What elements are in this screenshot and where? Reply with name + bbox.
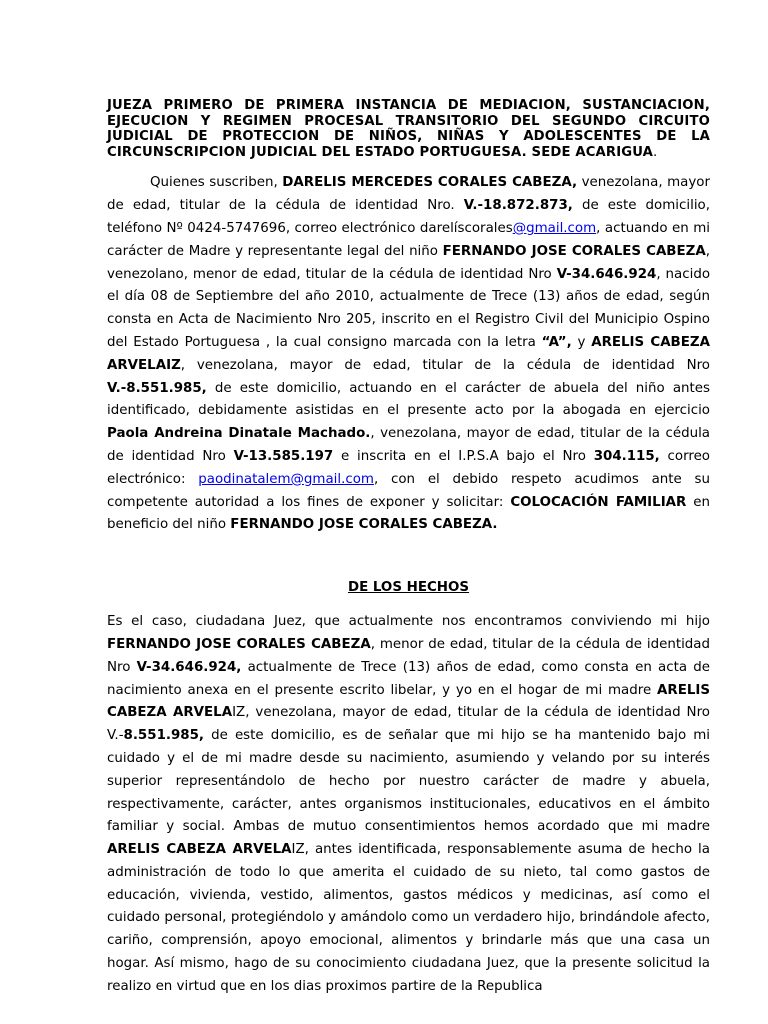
hechos-paragraph [107, 611, 710, 999]
child-name-closing: FERNANDO JOSE CORALES CABEZA. [230, 517, 498, 533]
court-header [107, 98, 710, 160]
text-run: venezolana, mayor de edad, titular de la cédula de identidad Nro. [107, 175, 710, 214]
text-run: Es el caso, ciudadana Juez, que actualmente nos encontramos conviviendo mi hijo [107, 614, 710, 630]
email-link-attorney[interactable]: paodinatalem@gmail.com [198, 471, 374, 487]
text-run: y [571, 334, 592, 350]
text-run: Quienes suscriben, [150, 175, 283, 191]
child-id: V-34.646.924, [136, 659, 242, 675]
text-run: , venezolano, menor de edad, titular de la cédula de identidad Nro [107, 243, 710, 282]
annex-letter: “A”, [541, 334, 572, 350]
child-id: V-34.646.924 [556, 266, 657, 282]
text-run: correo electrónico: [107, 448, 710, 487]
grandmother-name: ARELIS CABEZA ARVELAIZ [107, 334, 710, 373]
grandmother-id: 8.551.985, [123, 728, 205, 744]
petitioner-id: V.-18.872.873, [463, 198, 573, 214]
text-run: , nacido el día 08 de Septiembre del año 2010, actualmente de Trece (13) años de edad, según consta en Acta de Nacimiento Nro 205, inscrito en el Registro Civil del Municipio Ospino del Estado Portuguesa , la cual consigno marcada con la letra [107, 266, 711, 350]
request-type: COLOCACIÓN FAMILIAR [510, 494, 687, 510]
court-header-period: . [653, 144, 658, 160]
text-run: IZ [232, 705, 246, 721]
grandmother-name: ARELIS CABEZA ARVELA [107, 842, 292, 858]
text-run: e inscrita en el I.P.S.A bajo el Nro [333, 448, 594, 464]
text-run: , antes identificada, responsablemente asuma de hecho la administración de todo lo que amerita el cuidado de su nieto, tal como gastos de educación, vivienda, vestido, alimentos, gastos médicos y medicinas, así como el cuidado personal, protegiéndolo y amándolo como un verdadero hijo, brindándole afecto, cariño, comprensión, apoyo emocional, alimentos y brindarle más que una casa un hogar. Así mismo, hago de su conocimiento ciudadana Juez, que la presente solicitud la realizo en virtud que en los dias proximos partire de la Republica [107, 842, 710, 994]
intro-paragraph [107, 172, 710, 537]
child-name: FERNANDO JOSE CORALES CABEZA [442, 243, 706, 259]
text-run: , venezolana, mayor de edad, titular de la cédula de identidad Nro [180, 357, 710, 373]
section-title-hechos: DE LOS HECHOS [347, 580, 470, 596]
text-run: , venezolana, mayor de edad, titular de la cédula de identidad Nro [107, 426, 710, 464]
text-run: de este domicilio, actuando en el carácter de abuela del niño antes identificado, debidamente asistidas en el presente acto por la abogada en ejercicio [107, 380, 710, 419]
grandmother-name: ARELIS CABEZA ARVELA [107, 682, 710, 721]
text-run: , venezolana, mayor de edad, titular de la cédula de identidad Nro V.- [107, 705, 710, 744]
text-run: , con el debido respeto acudimos ante su competente autoridad a los fines de exponer y solicitar: [107, 471, 710, 510]
text-run: , actuando en mi carácter de Madre y representante legal del niño [107, 220, 710, 259]
petitioner-name: DARELIS MERCEDES CORALES CABEZA, [282, 175, 578, 191]
court-header-text: JUEZA PRIMERO DE PRIMERA INSTANCIA DE MEDIACION, SUSTANCIACION, EJECUCION Y REGIMEN PROCESAL TRANSITORIO DEL SEGUNDO CIRCUITO JUDICIAL DE PROTECCION DE NIÑOS, NIÑAS Y ADOLESCENTES DE LA CIRCUNSCRIPCION JUDICIAL DEL ESTADO PORTUGUESA. SEDE ACARIGUA [107, 98, 710, 160]
text-run: en beneficio del niño [107, 494, 711, 533]
child-name: FERNANDO JOSE CORALES CABEZA [107, 636, 371, 652]
text-run: de este domicilio, teléfono Nº 0424-5747696, correo electrónico darelíscorales [107, 198, 710, 236]
text-run: actualmente de Trece (13) años de edad, como consta en acta de nacimiento anexa en el presente escrito libelar, y yo en el hogar de mi madre [107, 659, 710, 698]
text-run: IZ [291, 842, 305, 858]
ipsa-number: 304.115, [593, 448, 660, 464]
attorney-id: V-13.585.197 [233, 448, 334, 464]
attorney-name: Paola Andreina Dinatale Machado. [107, 426, 371, 442]
text-run: de este domicilio, es de señalar que mi hijo se ha mantenido bajo mi cuidado y el de mi madre desde su nacimiento, asumiendo y velando por su interés superior representándolo de hecho por nuestro carácter de madre y abuela, respectivamente, carácter, antes organismos institucionales, educativos en el ámbito familiar y social. Ambas de mutuo consentimientos hemos acordado que mi madre [107, 728, 710, 835]
email-link-petitioner[interactable]: @gmail.com [512, 220, 597, 236]
grandmother-id: V.-8.551.985, [107, 380, 207, 396]
text-run: , menor de edad, titular de la cédula de identidad Nro [107, 636, 710, 675]
